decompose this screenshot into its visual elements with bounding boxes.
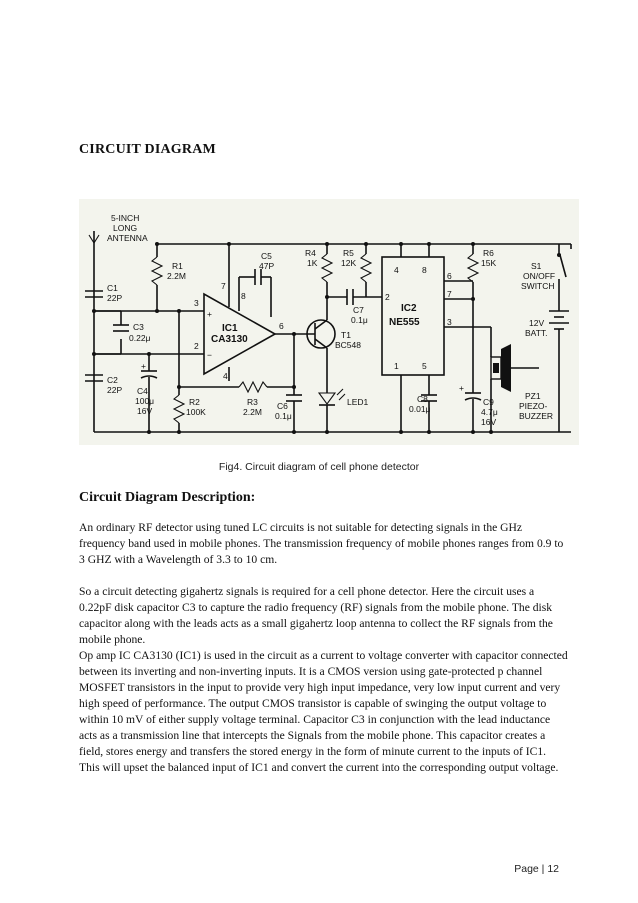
ic2-pin8: 8 [422,265,427,275]
c8-value: 0.01μ [409,404,431,414]
c6-value: 0.1μ [275,411,292,421]
pz1-type-2: BUZZER [519,411,553,421]
c9-label: C9 [483,397,494,407]
description-heading: Circuit Diagram Description: [79,490,256,505]
c9-plus: + [459,383,464,393]
led1-diode [319,377,345,432]
ic1-label: IC1 [222,323,238,334]
r1-label: R1 [172,261,183,271]
c5-label: C5 [261,251,272,261]
ic2-pin5: 5 [422,361,427,371]
r6-resistor [468,244,478,299]
ic2-pin7: 7 [447,289,452,299]
c6-capacitor [286,387,302,432]
ic2-pin2: 2 [385,292,390,302]
c4-label: C4 [137,386,148,396]
ic1-pin4: 4 [223,371,228,381]
ic1-pin7: 7 [221,281,226,291]
t1-part: BC548 [335,340,361,350]
ic1-pin2: 2 [194,341,199,351]
ic2-label: IC2 [401,303,417,314]
ic1-part: CA3130 [211,334,248,345]
paragraph-op-amp: Op amp IC CA3130 (IC1) is used in the circuit as a current to voltage converter with capacitor connected between its inverting and non-inverting inputs. It is a CMOS version using gate-protected p channel MOSFET transistors in the input to provide very high input impedance, very low input current and very high speed of performance. The output CMOS transistor is capable of swinging the output voltage to within 10 mV of either supply voltage terminal. Capacitor C3 in conjunction with the lead inductance acts as a transmission line that intercepts the Signals from the mobile phone. This capacitor creates a field, stores energy and transfers the stored energy in the form of minute current to the inputs of IC1. This will upset the balanced input of IC1 and convert the current into the corresponding output voltage. [79,649,568,774]
s1-state: ON/OFF [523,271,556,281]
c9-value: 4.7μ [481,407,498,417]
circuit-diagram [79,199,579,445]
r4-label: R4 [305,248,316,258]
pz1-type-1: PIEZO- [519,401,548,411]
ic1-pin8: 8 [241,291,246,301]
antenna-label-3: ANTENNA [107,233,148,243]
circuit-diagram-svg [79,199,579,445]
s1-label: S1 [531,261,542,271]
c1-value: 22P [107,293,123,303]
antenna [89,231,99,432]
c6-label: C6 [277,401,288,411]
c5-value: 47P [259,261,275,271]
r5-label: R5 [343,248,354,258]
t1-transistor [294,297,335,377]
ic1-pin6: 6 [279,321,284,331]
r2-resistor [174,311,184,432]
ic1-plus: + [207,309,212,319]
c4-voltage: 16V [137,406,153,416]
r2-value: 100K [186,407,206,417]
c7-label: C7 [353,305,364,315]
ic2-part: NE555 [389,317,420,328]
ic2-pin4: 4 [394,265,399,275]
c8-label: C8 [417,394,428,404]
r3-value: 2.2M [243,407,262,417]
led1-label: LED1 [347,397,369,407]
c3-capacitor [94,311,129,354]
c7-value: 0.1μ [351,315,368,325]
r6-label: R6 [483,248,494,258]
c9-capacitor [465,299,481,432]
s1-switch [557,244,571,311]
antenna-label-2: LONG [113,223,138,233]
battery-voltage: 12V [529,318,545,328]
ic1-pin3: 3 [194,298,199,308]
section-heading: CIRCUIT DIAGRAM [79,142,216,157]
r3-label: R3 [247,397,258,407]
ic2-pin1: 1 [394,361,399,371]
c1-label: C1 [107,283,118,293]
r6-value: 15K [481,258,497,268]
r1-resistor [152,244,162,311]
ic1-opamp [204,244,294,381]
r2-label: R2 [189,397,200,407]
c4-value: 100μ [135,396,155,406]
c9-voltage: 16V [481,417,497,427]
ic2-pin6: 6 [447,271,452,281]
c7-capacitor [327,289,382,305]
r4-resistor [322,244,332,297]
antenna-label-1: 5-INCH [111,213,140,223]
s1-type: SWITCH [521,281,555,291]
r5-value: 12K [341,258,357,268]
r1-value: 2.2M [167,271,186,281]
c3-label: C3 [133,322,144,332]
paragraph-rf-detector: An ordinary RF detector using tuned LC circuits is not suitable for detecting signals in the GHz frequency band used in mobile phones. The transmission frequency of mobile phones ranges from 0.9 to 3 GHZ with a Wavelength of 3.3 to 10 cm. [79,521,564,566]
figure-caption: Fig4. Circuit diagram of cell phone detector [218,461,420,473]
c3-value: 0.22μ [129,333,151,343]
r5-resistor [361,244,371,297]
pz1-label: PZ1 [525,391,541,401]
c2-value: 22P [107,385,123,395]
c2-label: C2 [107,375,118,385]
t1-label: T1 [341,330,351,340]
c4-plus: + [141,361,146,371]
page-number: Page | 12 [514,863,559,875]
paragraph-gigahertz-detection: So a circuit detecting gigahertz signals is required for a cell phone detector. Here the circuit uses a 0.22pF disk capacitor C3 to capture the radio frequency (RF) signals from the mobile phone. The disk capacitor along with the leads acts as a small gigahertz loop antenna to collect the RF signals from the mobile phone. [79,585,553,646]
battery-label: BATT. [525,328,548,338]
ic2-pin3: 3 [447,317,452,327]
ic1-minus: − [207,350,212,360]
r4-value: 1K [307,258,318,268]
